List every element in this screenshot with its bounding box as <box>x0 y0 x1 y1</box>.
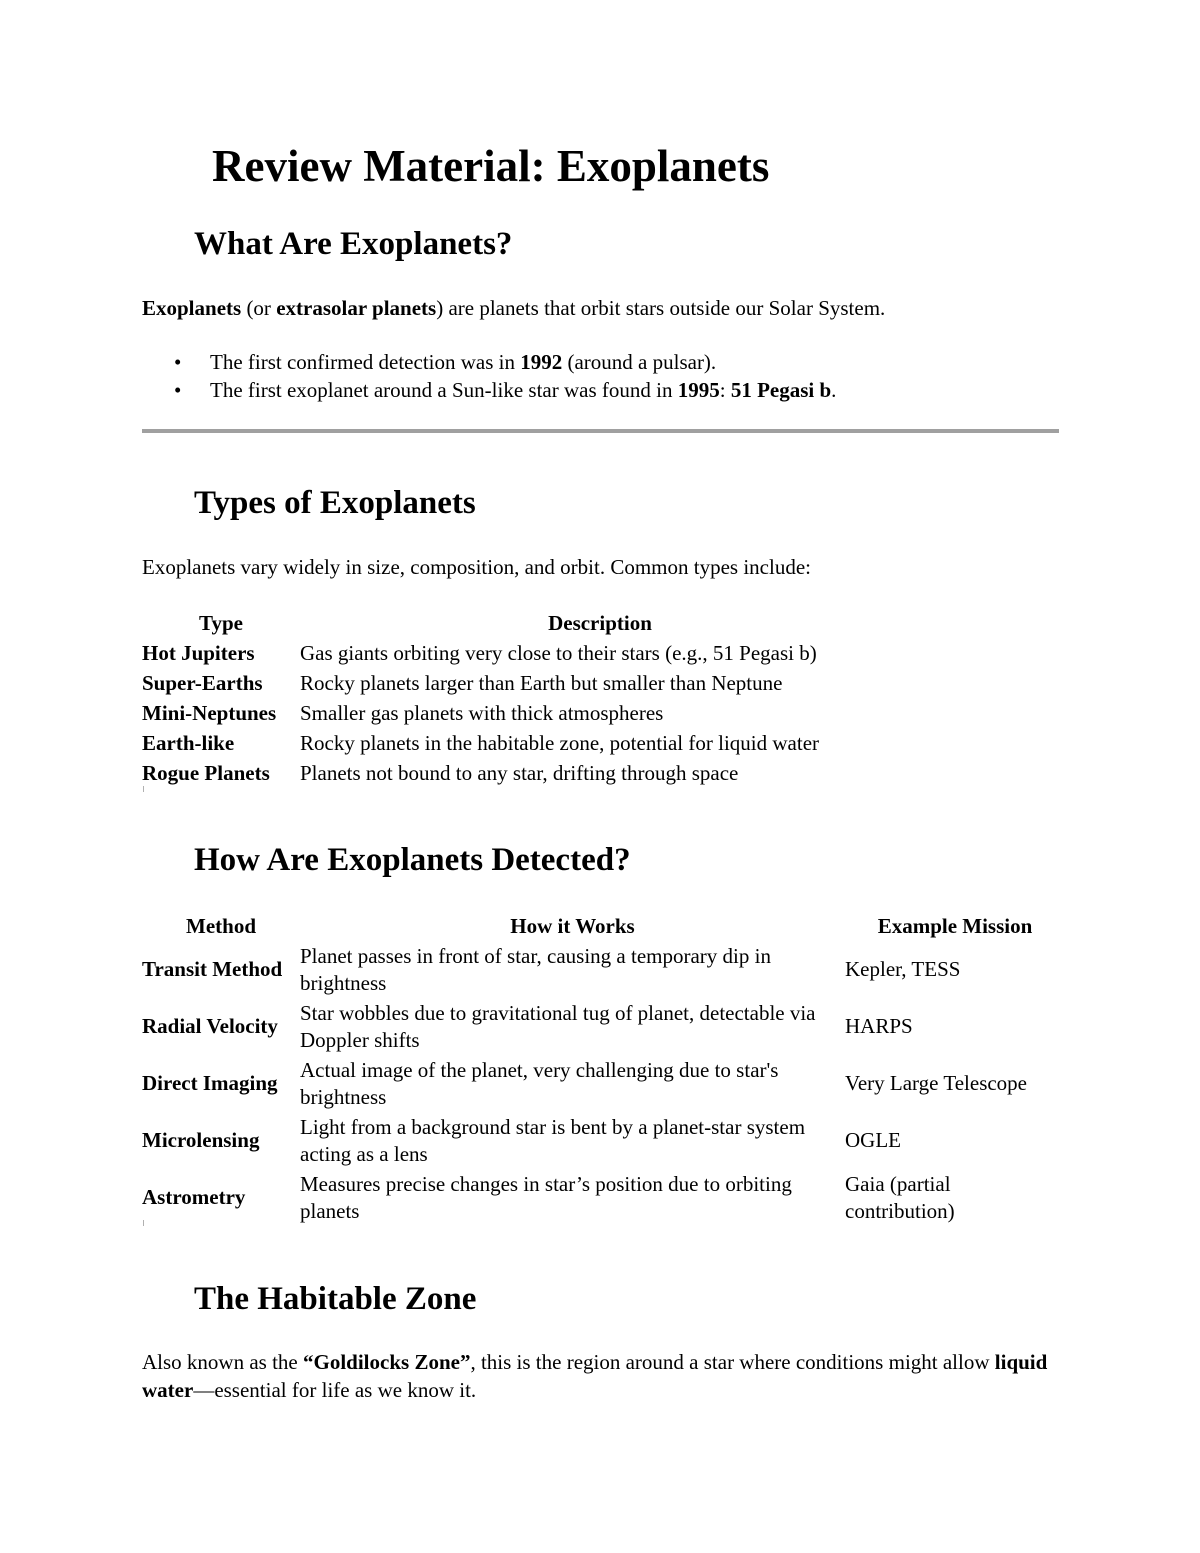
method-description: Light from a background star is bent by a planet-star system acting as a lens <box>300 1114 806 1166</box>
method-mission: HARPS <box>845 1014 913 1038</box>
types-table <box>142 608 900 788</box>
table-end-marker <box>143 786 144 792</box>
method-name: Direct Imaging <box>142 1071 278 1095</box>
type-description: Smaller gas planets with thick atmospheres <box>300 701 664 725</box>
list-item: • The first confirmed detection was in 1992 (around a pulsar). <box>174 350 717 374</box>
column-header-how-it-works: How it Works <box>510 914 635 938</box>
page-title: Review Material: Exoplanets <box>212 141 770 191</box>
table-row <box>142 638 900 668</box>
method-name: Microlensing <box>142 1128 260 1152</box>
heading-what-are-exoplanets: What Are Exoplanets? <box>194 226 513 262</box>
method-name: Astrometry <box>142 1185 246 1209</box>
habitable-zone-description: Also known as the “Goldilocks Zone”, this is the region around a star where conditions might allow liquid water—essential for life as we know it. <box>142 1350 1048 1402</box>
table-row <box>142 1055 1065 1112</box>
types-intro: Exoplanets vary widely in size, composition, and orbit. Common types include: <box>142 555 811 579</box>
type-name: Super-Earths <box>142 671 263 695</box>
column-header-example-mission: Example Mission <box>877 914 1033 938</box>
bullet-icon: • <box>174 378 182 402</box>
table-row <box>142 668 900 698</box>
method-description: Measures precise changes in star’s position due to orbiting planets <box>300 1171 792 1223</box>
type-description: Planets not bound to any star, drifting through space <box>300 761 739 785</box>
table-header-row <box>142 911 1065 941</box>
method-mission: Kepler, TESS <box>845 957 961 981</box>
heading-types-of-exoplanets: Types of Exoplanets <box>194 485 476 521</box>
method-mission: Very Large Telescope <box>845 1071 1028 1095</box>
method-description: Actual image of the planet, very challenging due to star's brightness <box>300 1057 779 1109</box>
table-header-row <box>142 608 900 638</box>
type-description: Rocky planets larger than Earth but smaller than Neptune <box>300 671 783 695</box>
type-name: Hot Jupiters <box>142 641 255 665</box>
method-description: Planet passes in front of star, causing a temporary dip in brightness <box>300 943 771 995</box>
table-row <box>142 998 1065 1055</box>
table-row <box>142 758 900 788</box>
type-description: Rocky planets in the habitable zone, potential for liquid water <box>300 731 820 755</box>
column-header-method: Method <box>186 914 256 938</box>
table-row <box>142 698 900 728</box>
table-end-marker <box>143 1220 144 1226</box>
method-mission: Gaia (partial contribution) <box>845 1171 955 1223</box>
bullet-icon: • <box>174 350 182 374</box>
table-row <box>142 1112 1065 1169</box>
method-name: Radial Velocity <box>142 1014 278 1038</box>
list-item: • The first exoplanet around a Sun-like star was found in 1995: 51 Pegasi b. <box>174 378 837 402</box>
horizontal-divider <box>142 429 1059 433</box>
type-description: Gas giants orbiting very close to their stars (e.g., 51 Pegasi b) <box>300 641 817 665</box>
method-description: Star wobbles due to gravitational tug of planet, detectable via Doppler shifts <box>300 1000 816 1052</box>
method-name: Transit Method <box>142 957 283 981</box>
type-name: Rogue Planets <box>142 761 270 785</box>
type-name: Earth-like <box>142 731 235 755</box>
method-mission: OGLE <box>845 1128 901 1152</box>
exoplanets-definition: Exoplanets (or extrasolar planets) are planets that orbit stars outside our Solar System. <box>142 296 886 320</box>
detection-methods-table <box>142 911 1065 1226</box>
heading-habitable-zone: The Habitable Zone <box>194 1281 477 1317</box>
column-header-type: Type <box>199 611 243 635</box>
table-row <box>142 728 900 758</box>
type-name: Mini-Neptunes <box>142 701 277 725</box>
table-row <box>142 1169 1065 1226</box>
facts-list <box>142 348 836 404</box>
table-row <box>142 941 1065 998</box>
column-header-description: Description <box>548 611 652 635</box>
heading-detection-methods: How Are Exoplanets Detected? <box>194 842 631 878</box>
